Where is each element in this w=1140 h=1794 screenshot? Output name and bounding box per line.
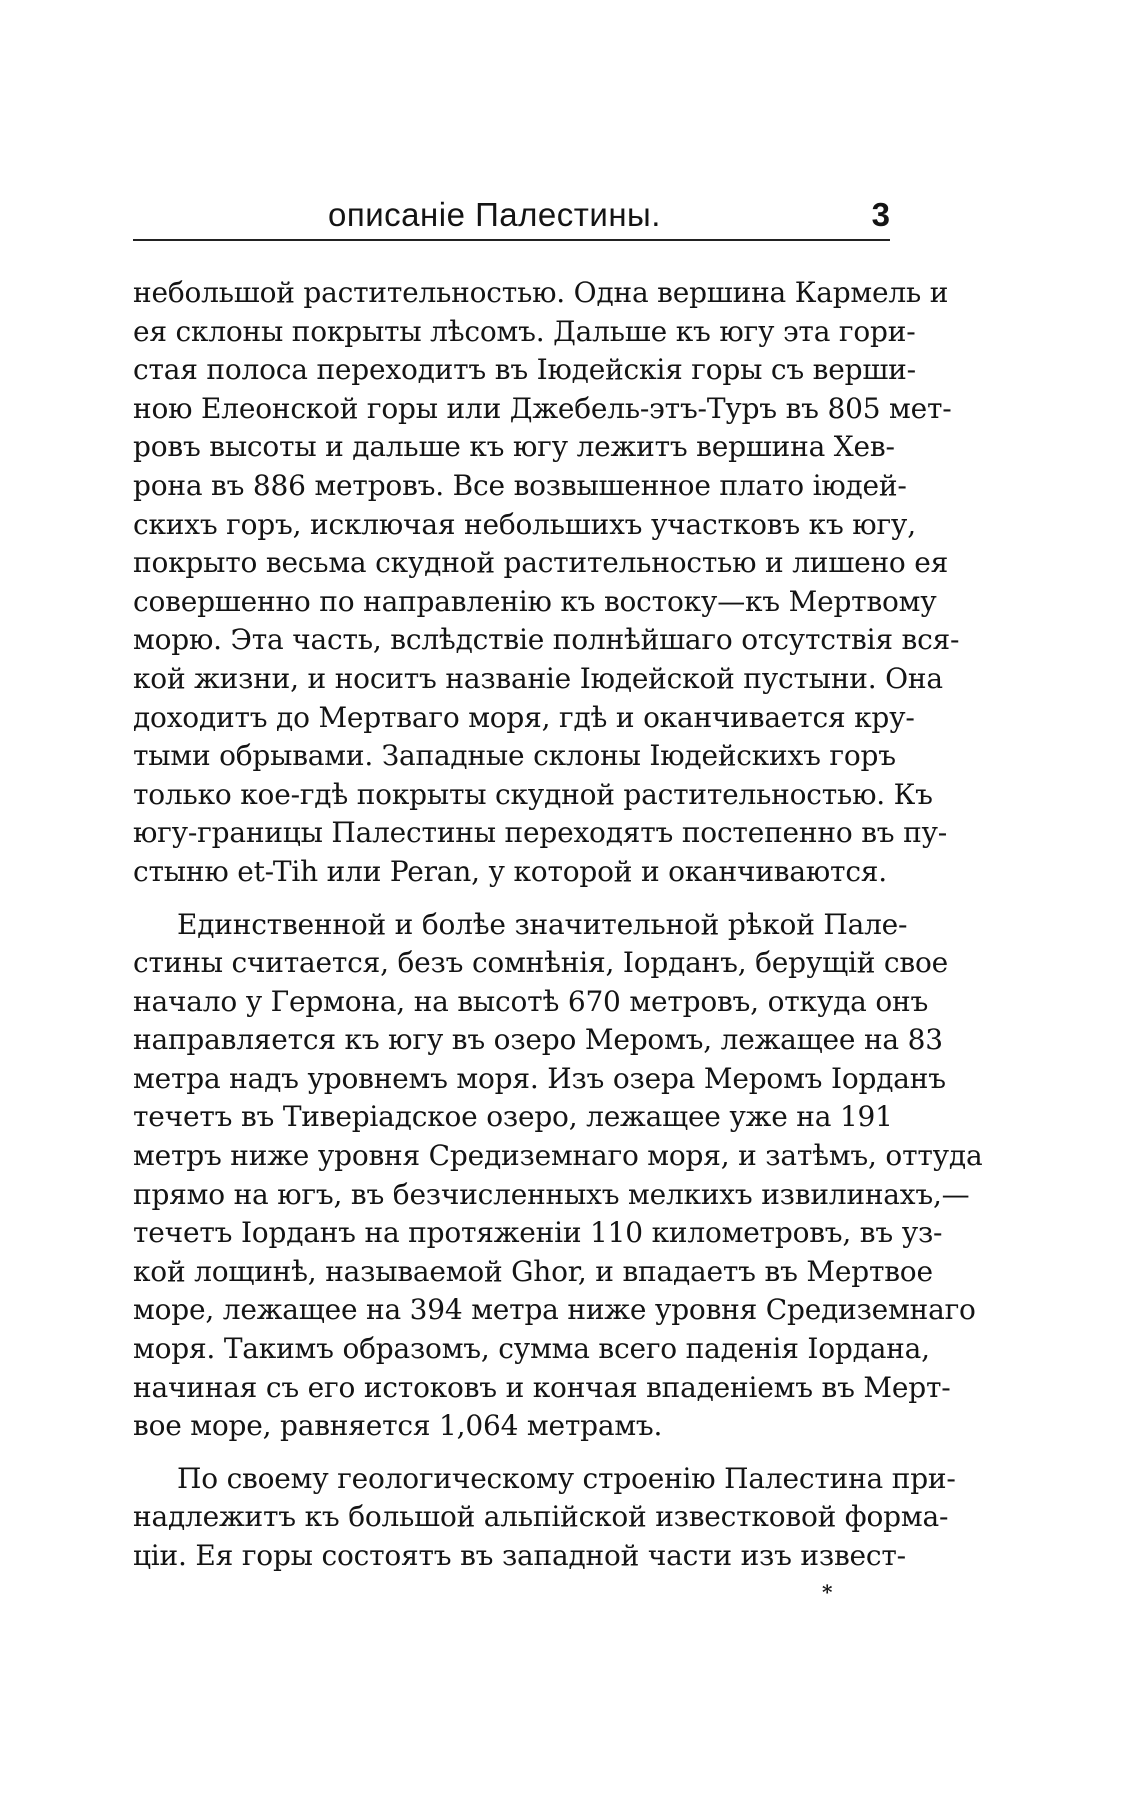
header-rule [133, 239, 890, 241]
paragraph [133, 274, 960, 892]
text-line: доходитъ до Мертваго моря, гдѣ и оканчивается кру- [133, 700, 915, 734]
text-line: По своему геологическому строенію Палестина при- [177, 1461, 956, 1495]
text-line: начиная съ его истоковъ и кончая впаденіемъ въ Мерт- [133, 1370, 951, 1404]
body-text [133, 274, 983, 1576]
text-line: надлежитъ къ большой альпійской известковой форма- [133, 1500, 949, 1534]
text-line: югу-границы Палестины переходятъ постепенно въ пу- [133, 816, 948, 850]
text-line: тыми обрывами. Западные склоны Іюдейскихъ горъ [133, 739, 896, 773]
text-line: только кое-гдѣ покрыты скудной растительностью. Къ [133, 777, 933, 811]
text-line: начало у Гермона, на высотѣ 670 метровъ, откуда онъ [133, 984, 929, 1018]
text-line: кой лощинѣ, называемой Ghor, и впадаетъ въ Мертвое [133, 1254, 933, 1288]
text-line: Единственной и болѣе значительной рѣкой Пале- [177, 907, 908, 941]
text-line: стины считается, безъ сомнѣнія, Іорданъ, берущій свое [133, 946, 948, 980]
text-line: направляется къ югу въ озеро Меромъ, лежащее на 83 [133, 1023, 943, 1057]
text-line: рона въ 886 метровъ. Все возвышенное плато іюдей- [133, 468, 907, 502]
paragraph [133, 1460, 956, 1576]
text-line: совершенно по направленію къ востоку—къ Мертвому [133, 584, 937, 618]
text-line: море, лежащее на 394 метра ниже уровня Средиземнаго [133, 1293, 976, 1327]
text-line: скихъ горъ, исключая небольшихъ участковъ къ югу, [133, 507, 916, 541]
text-line: прямо на югъ, въ безчисленныхъ мелкихъ извилинахъ,— [133, 1177, 970, 1211]
text-line: небольшой растительностью. Одна вершина Кармель и [133, 276, 949, 309]
text-line: течетъ въ Тиверіадское озеро, лежащее уже на 191 [133, 1100, 893, 1134]
page-number: 3 [871, 196, 890, 233]
running-head [133, 196, 890, 242]
text-line: стая полоса переходитъ въ Іюдейскія горы съ верши- [133, 353, 916, 387]
paragraph [133, 906, 983, 1446]
footer-mark: * [822, 1580, 833, 1604]
text-line: кой жизни, и носитъ названіе Іюдейской пустыни. Она [133, 661, 943, 695]
text-line: ціи. Ея горы состоятъ въ западной части изъ извест- [133, 1539, 906, 1572]
text-line: стыню et-Tih или Peran, у которой и оканчиваются. [133, 854, 887, 888]
text-line: ея склоны покрыты лѣсомъ. Дальше къ югу эта гори- [133, 314, 916, 348]
running-title: описаніе Палестины. [328, 196, 661, 233]
text-line: покрыто весьма скудной растительностью и лишено ея [133, 546, 949, 580]
text-line: ною Елеонской горы или Джебель-этъ-Туръ въ 805 мет- [133, 391, 952, 425]
paragraph-gap [133, 1446, 890, 1460]
text-line: морю. Эта часть, вслѣдствіе полнѣйшаго отсутствія вся- [133, 623, 960, 657]
text-line: вое море, равняется 1,064 метрамъ. [133, 1409, 663, 1443]
text-line: моря. Такимъ образомъ, сумма всего паденія Іордана, [133, 1332, 930, 1366]
text-line: метръ ниже уровня Средиземнаго моря, и затѣмъ, оттуда [133, 1139, 983, 1173]
text-line: ровъ высоты и дальше къ югу лежитъ вершина Хев- [133, 430, 895, 464]
paragraph-gap [133, 892, 890, 906]
text-line: течетъ Іорданъ на протяженіи 110 километровъ, въ уз- [133, 1216, 943, 1250]
text-line: метра надъ уровнемъ моря. Изъ озера Меромъ Іорданъ [133, 1061, 946, 1095]
